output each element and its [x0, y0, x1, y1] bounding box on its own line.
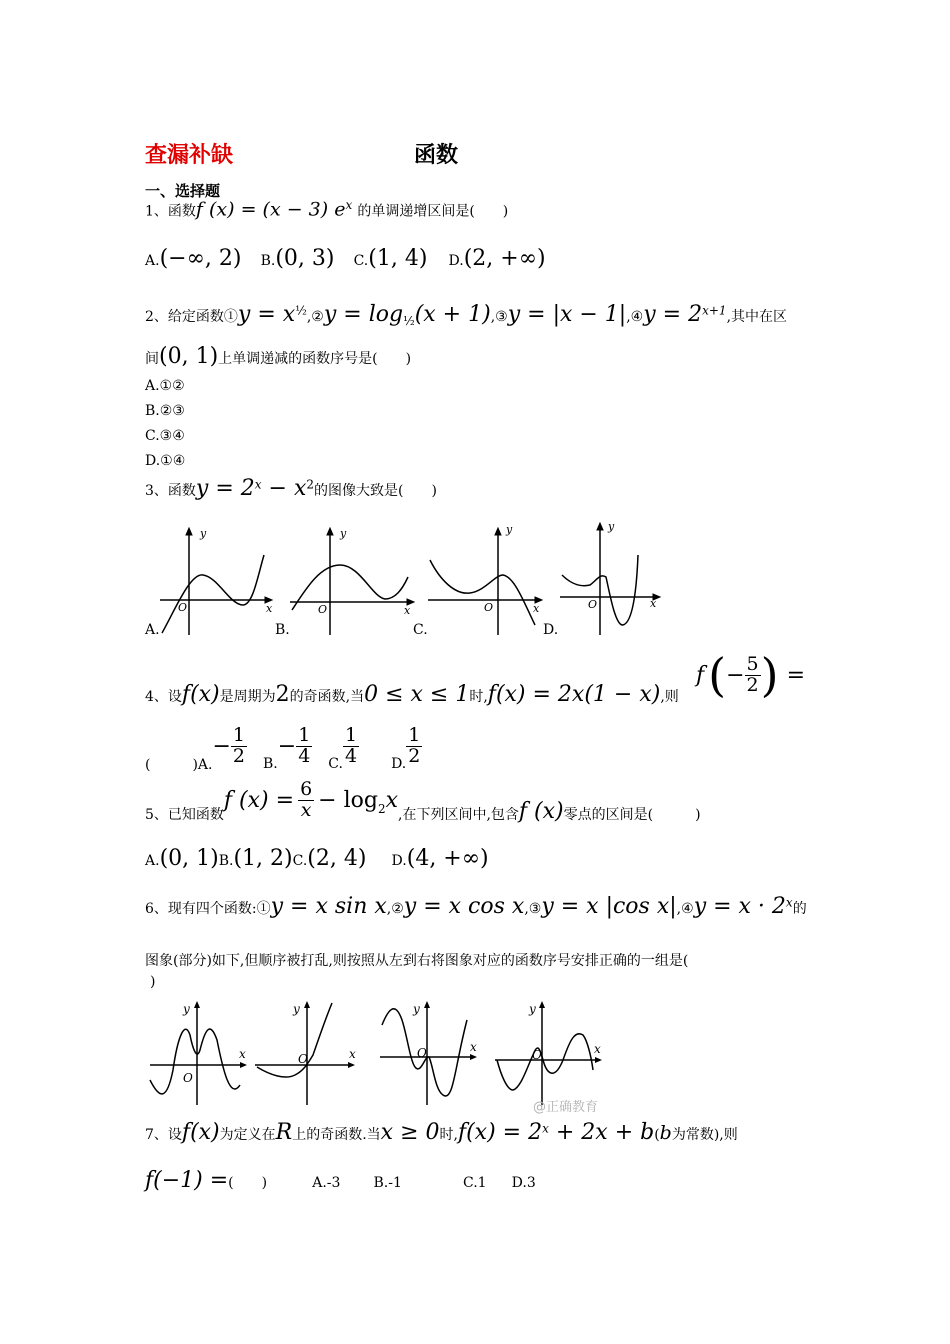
q4-ask: f ( − $\frac{5}{2}$ ) =: [696, 648, 806, 702]
svg-text:O: O: [298, 1052, 308, 1066]
question-4: 4、设f(x)是周期为2的奇函数,当0 ≤ x ≤ 1时,f(x) = 2x(1 − x),则: [145, 682, 679, 707]
q6-line3: ): [150, 974, 156, 990]
q3a-y-label: y: [200, 527, 207, 540]
question-1: 1、函数f (x) = (x − 3) $e^x$ 的单调递增区间是( ): [145, 198, 509, 221]
section-heading: 一、选择题: [145, 182, 221, 200]
svg-text:x: x: [404, 604, 411, 617]
svg-text:x: x: [594, 1042, 601, 1056]
svg-text:y: y: [529, 1002, 536, 1016]
q5-options: A.(0, 1)B.(1, 2)C.(2, 4) D.(4, +∞): [145, 846, 489, 871]
q3-label-d: D.: [543, 622, 559, 638]
q4-options: ( )A. − $\frac{1}{2}$ B. − $\frac{1}{4}$ C. $\frac{1}{4}$ D. $\frac{1}{2}$: [145, 723, 421, 773]
svg-text:y: y: [413, 1002, 420, 1016]
q3a-x-label: x: [266, 602, 273, 615]
page-title: 函数: [414, 142, 459, 168]
svg-text:y: y: [340, 527, 347, 540]
q6a-x-label: x: [239, 1047, 246, 1061]
red-title: 查漏补缺: [145, 142, 234, 168]
svg-text:O: O: [588, 598, 598, 611]
svg-text:y: y: [293, 1002, 300, 1016]
svg-text:x: x: [533, 602, 540, 615]
svg-text:y: y: [608, 520, 615, 533]
q7-ask: f(−1) =( ) A.-3 B.-1 C.1 D.3: [145, 1168, 536, 1193]
svg-text:x: x: [470, 1040, 477, 1054]
q3-label-a: A.: [145, 622, 160, 638]
question-7: 7、设f(x)为定义在R上的奇函数.当x ≥ 0时$,f(x) = 2^x + 2x + b(b$为常数),则: [145, 1120, 738, 1145]
q2-option-d: D.①④: [145, 453, 186, 469]
q3a-origin: O: [178, 601, 188, 614]
q2-option-c: C.③④: [145, 428, 185, 444]
svg-text:x: x: [650, 597, 657, 610]
svg-text:O: O: [484, 601, 494, 614]
svg-text:O: O: [532, 1048, 542, 1062]
question-2: 2、给定函数①y = $x^{\frac{1}{2}},②y = \log_{\frac{1}{2}}(x$ + 1),③y = |x − 1|,④y = $2^{x+1}$,其中在区: [145, 302, 788, 329]
svg-text:O: O: [318, 603, 328, 616]
question-2-line2: 间(0, 1)上单调递减的函数序号是( ): [145, 344, 412, 369]
q1-options: A.(−∞, 2) B.(0, 3) C.(1, 4) D.(2, +∞): [145, 246, 546, 271]
q6a-origin: O: [183, 1071, 193, 1085]
svg-text:x: x: [349, 1047, 356, 1061]
q2-option-a: A.①②: [145, 378, 185, 394]
q3-graphs: [140, 515, 680, 640]
svg-text:O: O: [417, 1046, 427, 1060]
watermark: @正确教育: [533, 1100, 599, 1115]
q6a-y-label: y: [183, 1002, 190, 1016]
q2-option-b: B.②③: [145, 403, 185, 419]
q6-line2: 图象(部分)如下,但顺序被打乱,则按照从左到右将图象对应的函数序号安排正确的一组是(: [145, 953, 689, 969]
q3-label-b: B.: [275, 622, 290, 638]
question-5: 5、已知函数 f (x) = $\frac{6}{x}$ − log $_2$ x ,在下列区间中,包含 f (x) 零点的区间是( ): [145, 777, 701, 824]
question-6: 6、现有四个函数:①y = x sin x,②y = x cos x,③y = x |cos x|,④y = $x \cdot 2^x$的: [145, 894, 807, 919]
q3-label-c: C.: [413, 622, 428, 638]
question-3: 3、函数$y = 2^x - x^2$的图像大致是( ): [145, 476, 437, 501]
svg-text:y: y: [506, 523, 513, 536]
q1-formula: f (x) = (x − 3) e: [195, 198, 346, 221]
